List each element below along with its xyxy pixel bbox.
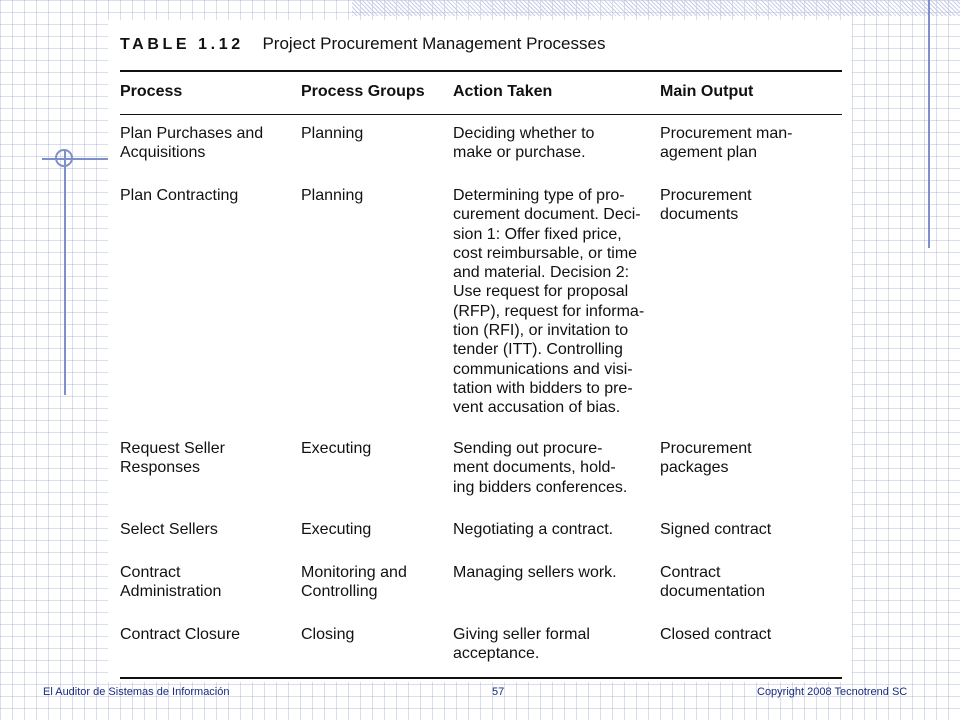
decorative-vertical-line <box>64 150 66 395</box>
slide-content <box>108 20 852 682</box>
cell-main-output: Procurement packages <box>660 440 752 477</box>
footer-copyright: Copyright 2008 Tecnotrend SC <box>757 686 908 698</box>
cell-main-output: Closed contract <box>660 626 772 643</box>
cell-process-group: Planning <box>301 187 364 204</box>
table-number: TABLE 1.12 <box>120 36 244 53</box>
cell-action-taken: Managing sellers work. <box>453 564 617 581</box>
cell-process-group: Planning <box>301 125 364 142</box>
decorative-horizontal-line <box>42 158 108 160</box>
cell-action-taken: Sending out procure- ment documents, hold- ing bidders conferences. <box>453 440 628 496</box>
cell-action-taken: Determining type of pro- curement document. Deci- sion 1: Offer fixed price, cost reimbursable, or time and material. Decision 2: Use request for proposal (RFP), request for informa- tion (RFI), or invitation to tender (ITT). Controlling communications and visi- tation with bidders to pre- vent accusation of bias. <box>453 187 645 417</box>
cell-main-output: Procurement documents <box>660 187 752 224</box>
cell-main-output: Signed contract <box>660 521 772 538</box>
header-process: Process <box>120 83 183 100</box>
cell-process: Contract Administration <box>120 564 222 601</box>
cell-main-output: Contract documentation <box>660 564 765 601</box>
decorative-vertical-line-right <box>928 0 930 248</box>
decorative-circle <box>55 149 73 167</box>
table-heading <box>120 34 605 54</box>
header-main-output: Main Output <box>660 83 754 100</box>
cell-process: Select Sellers <box>120 521 218 538</box>
cell-main-output: Procurement man- agement plan <box>660 125 793 162</box>
table-top-rule <box>120 70 842 72</box>
table-bottom-rule <box>120 677 842 679</box>
cell-process: Plan Contracting <box>120 187 239 204</box>
table-header-rule <box>120 114 842 115</box>
cell-process: Request Seller Responses <box>120 440 225 477</box>
cell-process-group: Executing <box>301 440 372 457</box>
footer-course-title: El Auditor de Sistemas de Información <box>43 686 230 698</box>
header-process-groups: Process Groups <box>301 83 425 100</box>
cell-process: Plan Purchases and Acquisitions <box>120 125 264 162</box>
footer-page-number: 57 <box>492 686 505 698</box>
corner-hatch-decoration <box>352 0 960 16</box>
cell-process-group: Executing <box>301 521 372 538</box>
header-action-taken: Action Taken <box>453 83 553 100</box>
cell-process-group: Monitoring and Controlling <box>301 564 407 601</box>
cell-process-group: Closing <box>301 626 355 643</box>
cell-process: Contract Closure <box>120 626 241 643</box>
cell-action-taken: Negotiating a contract. <box>453 521 614 538</box>
cell-action-taken: Deciding whether to make or purchase. <box>453 125 595 162</box>
table-title: Project Procurement Management Processes <box>262 34 606 53</box>
cell-action-taken: Giving seller formal acceptance. <box>453 626 590 663</box>
